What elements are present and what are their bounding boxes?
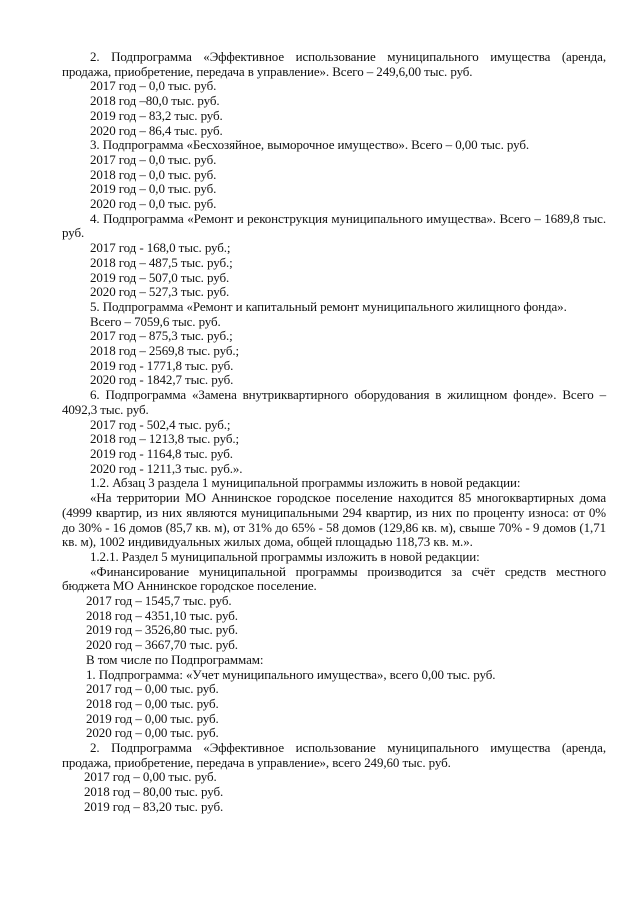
financing-year-2020: 2020 год – 3667,70 тыс. руб. [86,637,238,653]
sub-2-title: 2. Подпрограмма «Эффективное использование муниципального имущества (аренда, продажа, приобретение, передача в управление», всего 249,60 тыс. руб. [62,740,606,770]
subprogram-5-year-2017: 2017 год – 875,3 тыс. руб.; [90,328,233,344]
financing-year-2019: 2019 год – 3526,80 тыс. руб. [86,622,238,638]
sub-2-year-2019: 2019 год – 83,20 тыс. руб. [84,798,224,814]
subprogram-4-year-2019: 2019 год – 507,0 тыс. руб. [90,269,230,285]
document-body [62,50,606,815]
section-1-2-heading: 1.2. Абзац 3 раздела 1 муниципальной программы изложить в новой редакции: [90,475,521,491]
subprogram-4-year-2018: 2018 год – 487,5 тыс. руб.; [90,254,233,270]
subprogram-3-year-2019: 2019 год – 0,0 тыс. руб. [90,181,217,197]
subprogram-6-title: 6. Подпрограмма «Замена внутриквартирного оборудования в жилищном фонде». Всего – 4092,3 тыс. руб. [62,387,606,417]
sub-1-year-2020: 2020 год – 0,00 тыс. руб. [86,725,219,741]
section-1-2-quote: «На территории МО Аннинское городское поселение находится 85 многоквартирных дома (4999 квартир, из них являются муниципальными 294 квартир, из них по проценту износа: от 0% до 30% - 16 домов (85,7 кв. м), от 31% до 65% - 58 домов (129,86 кв. м), свыше 70% - 9 домов (1,71 кв. м), 1002 индивидуальных жилых дома, общей площадью 118,73 кв. м.». [62,490,606,550]
subprogram-5-year-2019: 2019 год - 1771,8 тыс. руб. [90,357,234,373]
financing-year-2018: 2018 год – 4351,10 тыс. руб. [86,607,238,623]
subprogram-2-year-2019: 2019 год – 83,2 тыс. руб. [90,107,223,123]
section-1-2-1-quote: «Финансирование муниципальной программы производится за счёт средств местного бюджета МО Аннинское городское поселение. [62,563,606,594]
subprogram-5-year-2018: 2018 год – 2569,8 тыс. руб.; [90,343,240,359]
subprogram-3-title: 3. Подпрограмма «Бесхозяйное, выморочное имущество». Всего – 0,00 тыс. руб. [90,137,530,153]
subprogram-3-year-2017: 2017 год – 0,0 тыс. руб. [90,151,217,167]
subprogram-2-year-2020: 2020 год – 86,4 тыс. руб. [90,122,223,138]
sub-2-year-2018: 2018 год – 80,00 тыс. руб. [84,784,224,800]
subprogram-6-year-2018: 2018 год – 1213,8 тыс. руб.; [90,431,240,447]
including-subprograms-label: В том числе по Подпрограммам: [86,651,264,667]
subprogram-2-year-2018: 2018 год –80,0 тыс. руб. [90,93,220,109]
financing-year-2017: 2017 год – 1545,7 тыс. руб. [86,593,232,609]
section-1-2-1-heading: 1.2.1. Раздел 5 муниципальной программы изложить в новой редакции: [90,548,480,564]
sub-1-year-2017: 2017 год – 0,00 тыс. руб. [86,681,219,697]
subprogram-5-total: Всего – 7059,6 тыс. руб. [90,313,221,329]
subprogram-5-title: 5. Подпрограмма «Ремонт и капитальный ремонт муниципального жилищного фонда». [90,298,567,314]
subprogram-4-year-2017: 2017 год - 168,0 тыс. руб.; [90,240,231,256]
sub-1-year-2018: 2018 год – 0,00 тыс. руб. [86,695,219,711]
subprogram-2-title: 2. Подпрограмма «Эффективное использование муниципального имущества (аренда, продажа, приобретение, передача в управление». Всего – 249,6,00 тыс. руб. [62,49,606,79]
sub-1-year-2019: 2019 год – 0,00 тыс. руб. [86,710,219,726]
subprogram-6-year-2017: 2017 год - 502,4 тыс. руб.; [90,416,231,432]
sub-2-year-2017: 2017 год – 0,00 тыс. руб. [84,769,217,785]
subprogram-6-year-2020: 2020 год - 1211,3 тыс. руб.». [90,460,243,476]
subprogram-6-year-2019: 2019 год - 1164,8 тыс. руб. [90,445,233,461]
subprogram-2-year-2017: 2017 год – 0,0 тыс. руб. [90,78,217,94]
subprogram-4-year-2020: 2020 год – 527,3 тыс. руб. [90,284,230,300]
subprogram-5-year-2020: 2020 год - 1842,7 тыс. руб. [90,372,234,388]
subprogram-3-year-2020: 2020 год – 0,0 тыс. руб. [90,196,217,212]
sub-1-title: 1. Подпрограмма: «Учет муниципального имущества», всего 0,00 тыс. руб. [86,666,496,682]
subprogram-3-year-2018: 2018 год – 0,0 тыс. руб. [90,166,217,182]
subprogram-4-title: 4. Подпрограмма «Ремонт и реконструкция муниципального имущества». Всего – 1689,8 тыс. руб. [62,210,606,241]
